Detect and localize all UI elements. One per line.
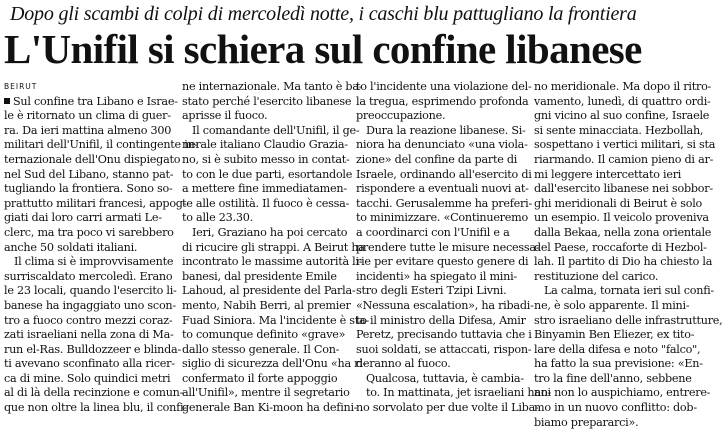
text-line: le 23 locali, quando l'esercito li- [4,284,177,298]
text-line: ti avevano sconfinato alla ricer- [4,357,175,371]
text-line: mo in un nuovo conflitto: dob- [534,401,697,415]
text-line: Dura la reazione libanese. Si- [366,123,526,137]
text-line: incontrato le massime autorità li- [182,255,363,269]
text-line: no sorvolato per due volte il Liba- [356,401,539,415]
text-line: al di là della recinzione e comun- [4,386,184,400]
text-line: banesi, dal presidente Emile [182,269,337,283]
text-line: Israele, ordinando all'esercito di [356,167,532,181]
text-line: ha fatto la sua previsione: «En- [534,357,703,371]
dateline: BEIRUT [4,82,38,91]
text-line: biamo prepararci». [534,415,639,429]
text-line: Fuad Siniora. Ma l'incidente è sta- [182,313,369,327]
column-4 [534,80,722,429]
text-line: ra. Da ieri mattina almeno 300 [4,123,172,137]
text-line: siglio di sicurezza dell'Onu «ha ri- [182,357,367,371]
text-line: to l'incidente una violazione del- [356,80,532,93]
text-line: prattutto militari francesi, appog- [4,196,187,210]
text-line: te alle ostilità. Il fuoco è cessa- [182,196,350,210]
text-line: all'Unifil», mentre il segretario [182,386,350,400]
column-2 [182,80,369,418]
text-line: Ieri, Graziano ha poi cercato [192,225,348,239]
text-line: Qualcosa, tuttavia, è cambia- [366,371,524,385]
text-line: tacchi. Gerusalemme ha preferi- [356,196,532,210]
text-line: di ricucire gli strappi. A Beirut ha [182,240,365,254]
text-line: vamento, lunedì, di quattro ordi- [534,94,711,108]
text-line: zati israeliani nella zona di Ma- [4,328,174,342]
text-line: deranno al fuoco. [356,357,451,371]
text-line: dallo stesso generale. Il Con- [182,342,340,356]
text-line: stato perché l'esercito libanese [182,94,352,108]
text-line: le è ritornato un clima di guer- [4,109,171,123]
text-line: niora ha denunciato «una viola- [356,138,528,152]
text-line: que non oltre la linea blu, il confi- [4,401,187,415]
text-line: Lahoud, al presidente del Parla- [182,284,356,298]
text-line: a coordinarci con l'Unifil e a [356,225,510,239]
text-line: run el-Ras. Bulldozzeer e blinda- [4,342,181,356]
text-line: a mettere fine immediatamen- [182,182,347,196]
text-line: militari dell'Unifil, il contingente in- [4,138,199,152]
text-line: nerale italiano Claudio Grazia- [182,138,348,152]
text-line: sospettano i vertici militari, si sta [534,138,716,152]
text-line: anche 50 soldati italiani. [4,240,138,254]
text-line: tro la fine dell'anno, sebbene [534,371,692,385]
text-line: stro israeliano delle infrastrutture, [534,313,722,327]
text-line: aprisse il fuoco. [182,109,268,123]
text-line: dalla Bekaa, nella zona orientale [534,225,712,239]
text-line: restituzione del carico. [534,269,659,283]
text-line: ne, è solo apparente. Il mini- [534,298,690,312]
text-line: rie per evitare questo genere di [356,255,529,269]
text-line: ternazionale dell'Onu dispiegato [4,152,181,166]
text-line: lah. Il partito di Dio ha chiesto la [534,255,713,269]
text-line: dall'esercito libanese nei sobbor- [534,182,713,196]
text-line: zione» del confine da parte di [356,152,518,166]
text-line: ghi meridionali di Beirut è solo [534,196,703,210]
text-line: to. In mattinata, jet israeliani han- [366,386,552,400]
text-line: to alle 23.30. [182,211,253,225]
text-line: La calma, tornata ieri sul confi- [544,284,714,298]
text-line: ca di mine. Solo quindici metri [4,371,171,385]
column-3 [356,80,552,418]
text-line: stro degli Esteri Tzipi Livni. [356,284,507,298]
text-line: no, si è subito messo in contat- [182,152,350,166]
text-line: rispondere a eventuali nuovi at- [356,182,529,196]
text-line: to con le due parti, esortandole [182,167,353,181]
text-line: to il ministro della Difesa, Amir [356,313,526,327]
text-line: suoi soldati, se attaccati, rispon- [356,342,532,356]
text-line: si sente minacciata. Hezbollah, [534,123,704,137]
text-line: preoccupazione. [356,109,446,123]
text-line: prendere tutte le misure necessa- [356,240,540,254]
text-line: «Nessuna escalation», ha ribadi- [356,298,534,312]
text-line: del Paese, roccaforte di Hezbol- [534,240,707,254]
text-line: tugliando la frontiera. Sono so- [4,182,173,196]
text-line: clerc, ma tra poco vi sarebbero [4,225,174,239]
headline: L'Unifil si schiera sul confine libanese [4,26,642,72]
text-line: giati dai loro carri armati Le- [4,211,162,225]
text-line: Sul confine tra Libano e Israe- [4,95,174,110]
text-line: no meridionale. Ma dopo il ritro- [534,80,712,93]
text-line: to minimizzare. «Continueremo [356,211,528,225]
text-line: tro a fuoco contro mezzi coraz- [4,313,173,327]
text-line: nel Sud del Libano, stanno pat- [4,167,174,181]
text-line: lare della difesa e noto "falco", [534,342,701,356]
text-line: gni vicino al suo confine, Israele [534,109,710,123]
text-line: to comunque definito «grave» [182,328,346,342]
kicker: Dopo gli scambi di colpi di mercoledì notte, i caschi blu pattugliano la frontiera [10,3,637,25]
text-line: ne internazionale. Ma tanto è ba- [182,80,363,93]
column-1 [4,80,199,418]
text-line: un esempio. Il veicolo proveniva [534,211,709,225]
text-line: banese ha ingaggiato uno scon- [4,298,176,312]
section-marker-icon [4,98,10,104]
text-line: surriscaldato mercoledì. Erano [4,269,173,283]
text-line: Binyamin Ben Eliezer, ex tito- [534,328,695,342]
text-line: mento, Nabih Berri, al premier [182,298,351,312]
text-line: riarmando. Il camion pieno di ar- [534,152,714,166]
text-line: generale Ban Ki-moon ha defini- [182,401,358,415]
text-line: incidenti» ha spiegato il mini- [356,269,517,283]
text-line: confermato il forte appoggio [182,371,338,385]
text-line: Il comandante dell'Unifil, il ge- [192,123,360,137]
text-line: Il clima si è improvvisamente [14,255,174,269]
text-line: Peretz, precisando tuttavia che i [356,328,532,342]
article-body [0,80,722,429]
text-line: la tregua, esprimendo profonda [356,94,529,108]
text-line: mi leggere intercettato ieri [534,167,682,181]
text-line: noi non lo auspichiamo, entrere- [534,386,711,400]
